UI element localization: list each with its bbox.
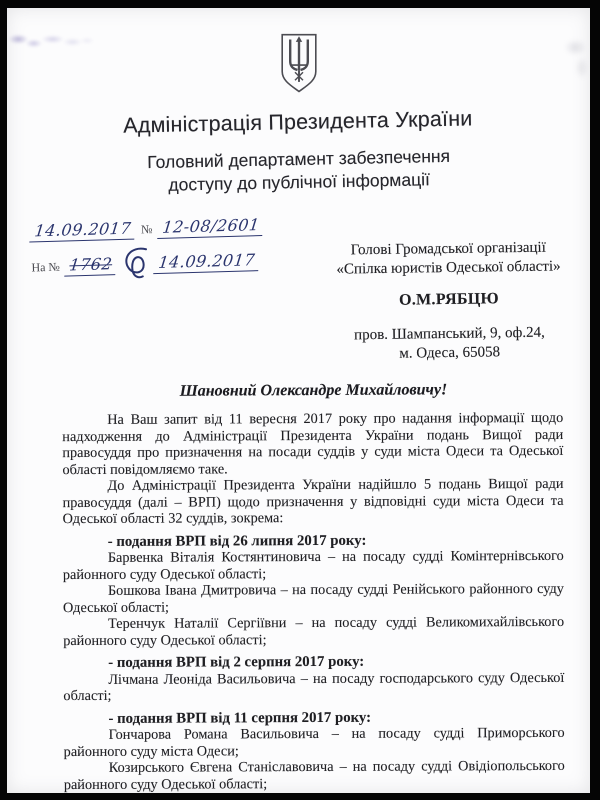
letter-body [62, 410, 565, 793]
addressee-org-line1: Голові Громадської організації [350, 239, 546, 259]
ukraine-trident-emblem-icon [279, 32, 319, 95]
addressee-org-line2: «Спілка юристів Одеської області» [336, 258, 561, 278]
judge-item: Барвенка Віталія Костянтиновича – на посаду судді Комінтернівського районного суду Одеської області; [62, 547, 564, 583]
reply-to-label: На № [31, 259, 61, 275]
bleed-through-artifact [8, 28, 94, 56]
vrp-section-heading: - подання ВРП від 11 серпня 2017 року: [108, 709, 372, 727]
org-subtitle [7, 142, 590, 200]
letterhead [7, 104, 590, 200]
org-subtitle-line2: доступу до публічної інформації [168, 169, 431, 195]
scanned-letter-page [7, 8, 590, 793]
addressee-address-line1: пров. Шампанський, 9, оф.24, [354, 324, 545, 344]
scan-smudge-artifact [546, 30, 588, 88]
outgoing-ref-row [30, 215, 280, 243]
body-paragraph: На Ваш запит від 11 вересня 2017 року про надання інформації щодо надходження до Адміністрації Президента України подань Вищої ради правосуддя про призначення на посади суддів у суди міста Одеси та Одеської області повідомляємо таке. [62, 409, 564, 478]
outgoing-number-handwritten: 12-08/2601 [157, 215, 265, 239]
judge-item: Бошкова Івана Дмитровича – на посаду судді Ренійського районного суду Одеської області; [62, 580, 564, 616]
incoming-number-handwritten: 1762 [65, 254, 118, 276]
judge-item: Козирського Євгена Станіславовича – на посаду судді Овідіопольського районного суду Одеської області; [63, 757, 565, 793]
org-title: Адміністрація Президента України [123, 106, 473, 138]
body-paragraph: До Адміністрації Президента України надійшло 5 подань Вищої ради правосуддя (далі – ВРП) щодо призначення у відповідні суди міста Одеси та Одеської області 32 суддів, зокрема: [62, 475, 564, 528]
handwritten-loop-flourish [120, 246, 151, 281]
addressee-address [325, 323, 574, 364]
vrp-section-heading: - подання ВРП від 2 серпня 2017 року: [108, 653, 365, 671]
vrp-section-heading: - подання ВРП від 26 липня 2017 року: [107, 532, 367, 550]
outgoing-date-handwritten: 14.09.2017 [29, 219, 136, 243]
addressee-name: О.М.РЯБЦЮ [398, 290, 499, 309]
salutation: Шановний Олександре Михайловичу! [179, 381, 448, 400]
addressee-address-line2: м. Одеса, 65058 [399, 344, 501, 362]
incoming-ref-row [31, 243, 282, 278]
addressee-block [324, 238, 574, 364]
judge-item: Гончарова Романа Васильовича – на посаду судді Приморського районного суду міста Одеси; [63, 724, 565, 760]
judge-item: Теренчук Наталії Сергіївни – на посаду судді Великомихайлівського районного суду Одеської області; [63, 613, 565, 649]
number-sign-label: № [140, 222, 153, 237]
judge-item: Лічмана Леоніда Васильовича – на посаду господарського суду Одеської області; [63, 669, 565, 705]
incoming-date-handwritten: 14.09.2017 [153, 250, 260, 274]
reference-number-block [30, 215, 282, 285]
org-subtitle-line1: Головний департамент забезпечення [147, 145, 451, 173]
